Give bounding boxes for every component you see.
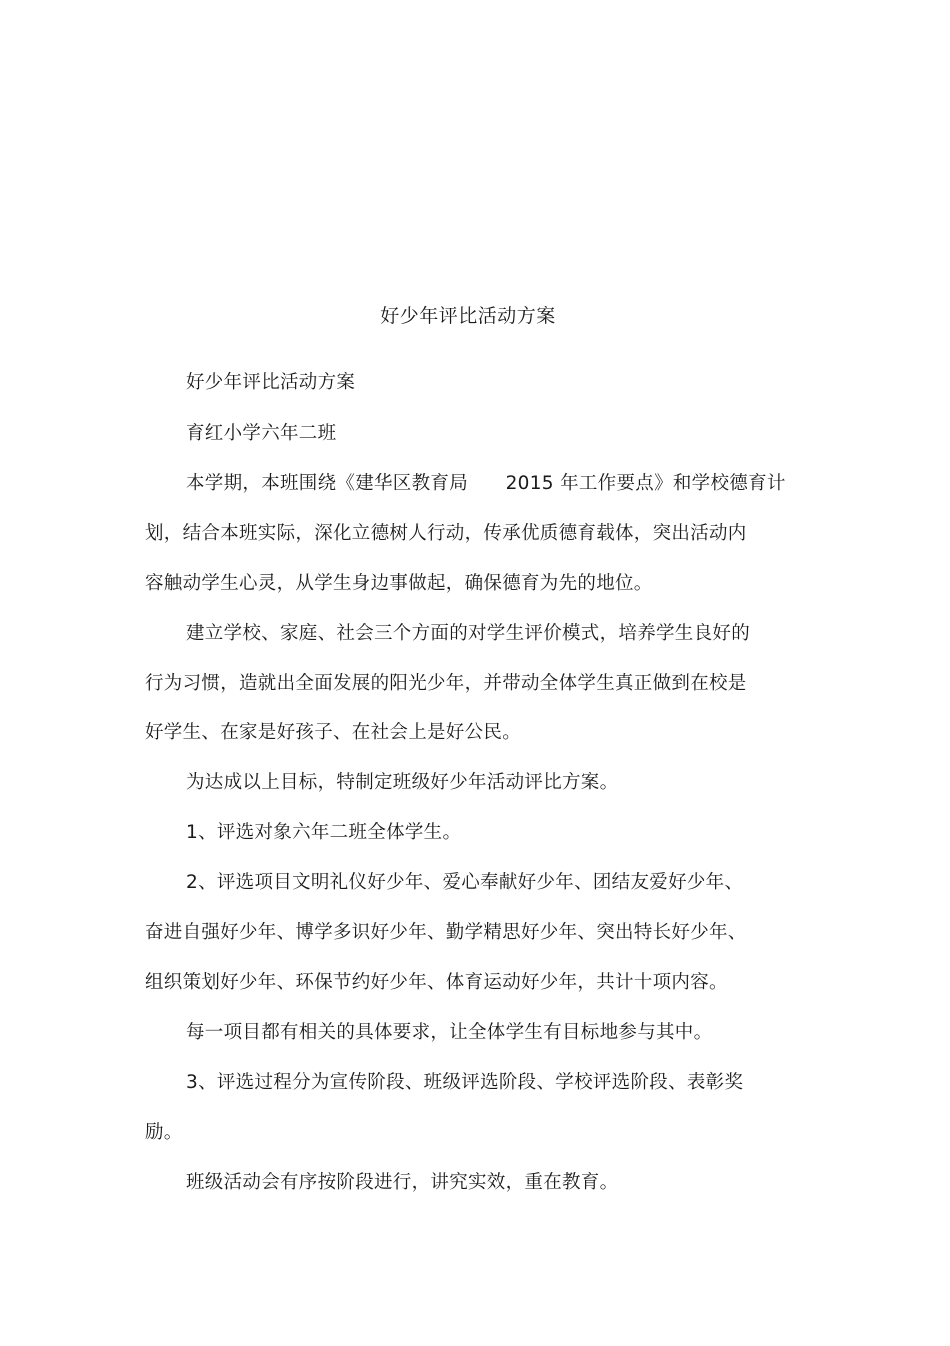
paragraph-line: 建立学校、家庭、社会三个方面的对学生评价模式，培养学生良好的 (186, 623, 751, 644)
paragraph-line: 好学生、在家是好孩子、在社会上是好公民。 (145, 722, 522, 743)
paragraph-line: 容触动学生心灵，从学生身边事做起，确保德育为先的地位。 (145, 573, 653, 594)
paragraph-line: 3、评选过程分为宣传阶段、班级评选阶段、学校评选阶段、表彰奖 (186, 1072, 744, 1093)
paragraph-line: 好少年评比活动方案 (186, 372, 356, 393)
paragraph-line: 划，结合本班实际，深化立德树人行动，传承优质德育载体，突出活动内 (145, 523, 747, 544)
paragraph-line: 每一项目都有相关的具体要求，让全体学生有目标地参与其中。 (186, 1022, 713, 1043)
paragraph-line: 励。 (145, 1122, 183, 1143)
paragraph-line: 1、评选对象六年二班全体学生。 (186, 822, 462, 843)
paragraph-line: 育红小学六年二班 (186, 423, 337, 444)
paragraph-line: 班级活动会有序按阶段进行，讲究实效，重在教育。 (186, 1172, 619, 1193)
paragraph-line: 奋进自强好少年、博学多识好少年、勤学精思好少年、突出特长好少年、 (145, 922, 747, 943)
document-title: 好少年评比活动方案 (380, 305, 556, 327)
paragraph-line: 为达成以上目标，特制定班级好少年活动评比方案。 (186, 772, 619, 793)
paragraph-line: 2、评选项目文明礼仪好少年、爱心奉献好少年、团结友爱好少年、 (186, 872, 744, 893)
paragraph-line: 行为习惯，造就出全面发展的阳光少年，并带动全体学生真正做到在校是 (145, 673, 747, 694)
paragraph-line: 组织策划好少年、环保节约好少年、体育运动好少年，共计十项内容。 (145, 972, 728, 993)
paragraph-line: 本学期，本班围绕《建华区教育局 2015 年工作要点》和学校德育计 (186, 473, 786, 494)
